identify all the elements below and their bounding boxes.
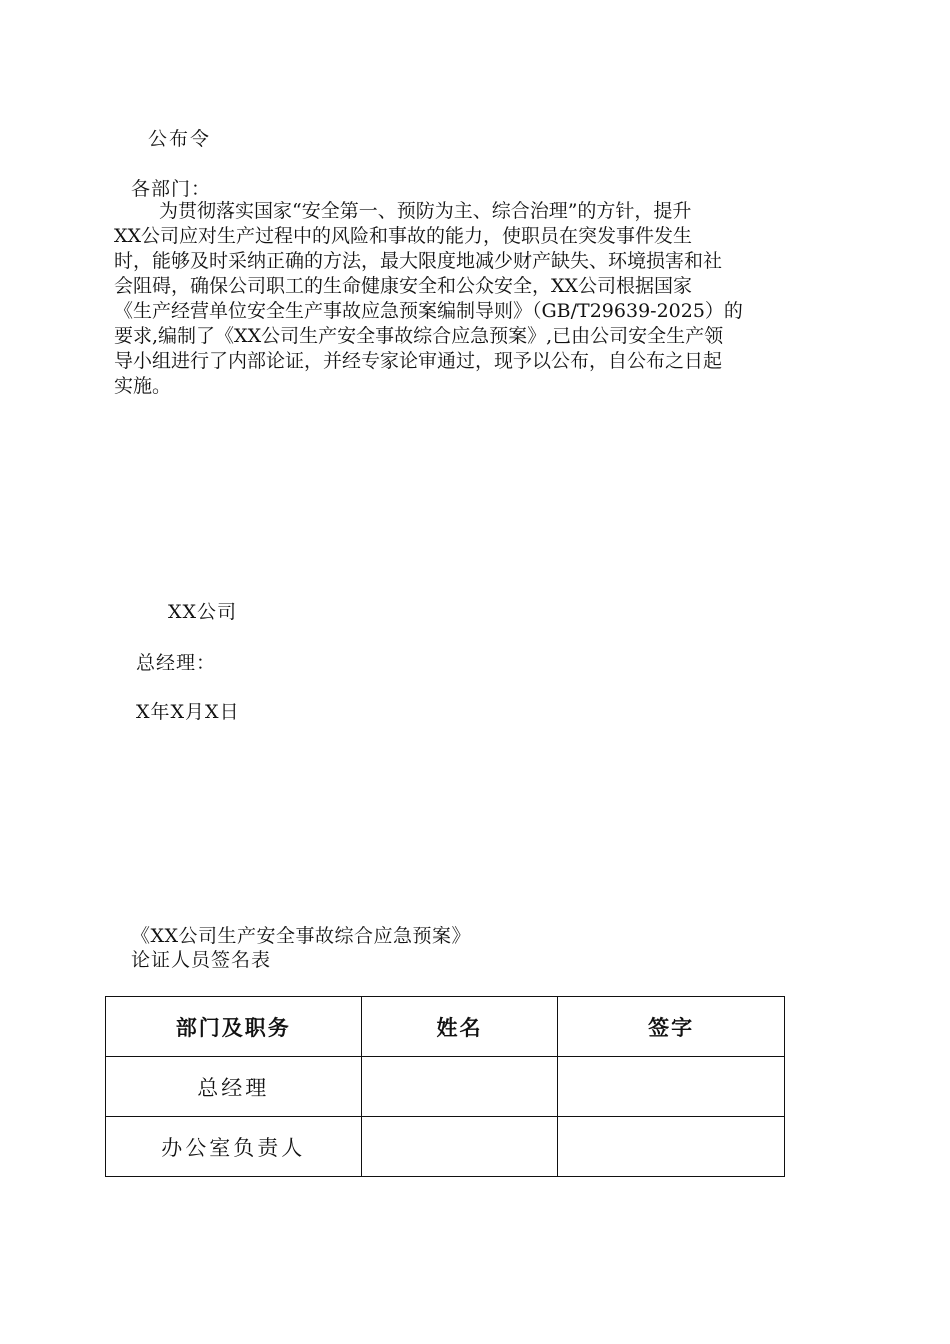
- sign-table-title: 《XX公司生产安全事故综合应急预案》: [131, 925, 472, 947]
- header-department-position: 部门及职务: [106, 997, 362, 1057]
- header-name: 姓名: [361, 997, 558, 1057]
- row-signature-cell[interactable]: [558, 1057, 785, 1117]
- signature-date: X年X月X日: [136, 701, 240, 723]
- body-line: 要求,编制了《XX公司生产安全事故综合应急预案》,已由公司安全生产领: [114, 325, 724, 347]
- row-role: 办公室负责人: [106, 1117, 362, 1177]
- signature-table: [105, 996, 785, 1177]
- body-line: 导小组进行了内部论证，并经专家论审通过，现予以公布，自公布之日起: [114, 350, 723, 372]
- salutation: 各部门：: [131, 178, 212, 200]
- row-role: 总经理: [106, 1057, 362, 1117]
- body-line: 《生产经营单位安全生产事故应急预案编制导则》（GB/T29639-2025）的: [114, 300, 743, 322]
- header-signature: 签字: [558, 997, 785, 1057]
- table-header-row: [106, 997, 785, 1057]
- body-line: 时，能够及时采纳正确的方法，最大限度地减少财产缺失、环境损害和社: [114, 250, 723, 272]
- document-title: 公布令: [148, 128, 212, 150]
- row-name-cell[interactable]: [361, 1057, 558, 1117]
- table-row: [106, 1057, 785, 1117]
- signature-company: XX公司: [168, 601, 238, 623]
- body-line: 为贯彻落实国家“安全第一、预防为主、综合治理”的方针，提升: [159, 200, 692, 222]
- body-line: XX公司应对生产过程中的风险和事故的能力，使职员在突发事件发生: [114, 225, 693, 247]
- signature-general-manager: 总经理：: [136, 652, 217, 674]
- body-line: 实施。: [114, 375, 172, 397]
- sign-table-subtitle: 论证人员签名表: [131, 949, 272, 971]
- body-line: 会阻碍，确保公司职工的生命健康安全和公众安全，XX公司根据国家: [114, 275, 693, 297]
- table-row: [106, 1117, 785, 1177]
- row-signature-cell[interactable]: [558, 1117, 785, 1177]
- row-name-cell[interactable]: [361, 1117, 558, 1177]
